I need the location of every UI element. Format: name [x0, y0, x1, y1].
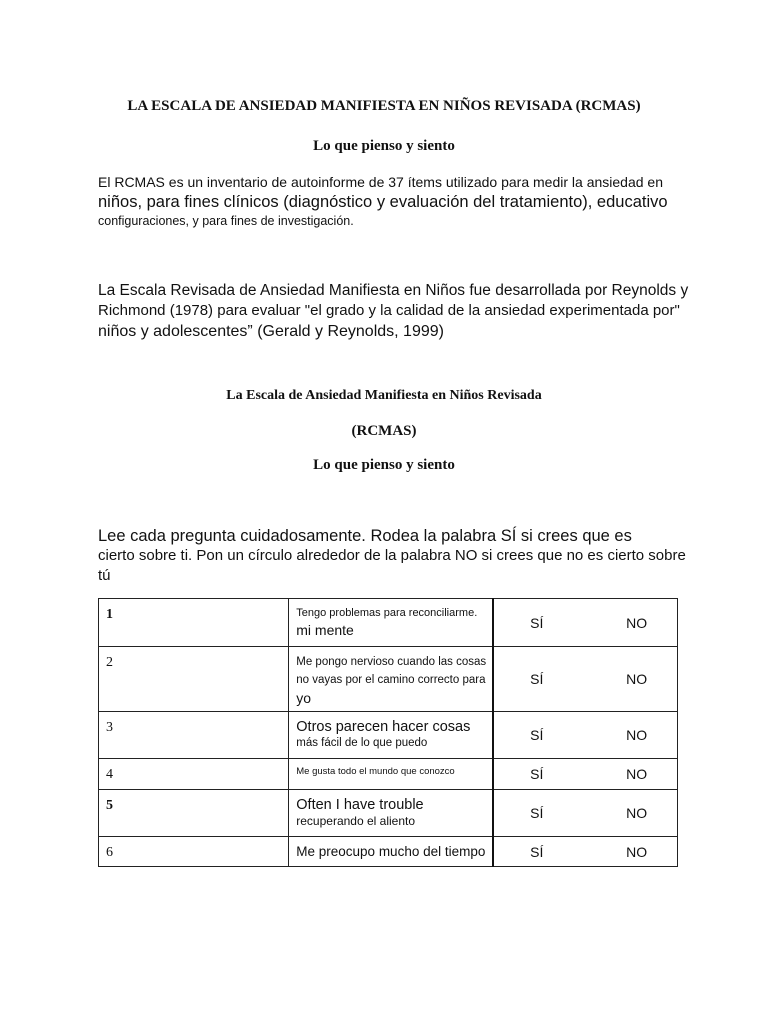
question-cell — [289, 759, 493, 790]
section-subtitle: Lo que pienso y siento — [313, 457, 455, 473]
no-option[interactable]: NO — [626, 671, 648, 687]
question-cell — [289, 837, 493, 867]
answer-cell — [493, 647, 677, 712]
intro-line-3: configuraciones, y para fines de investigación. — [98, 214, 354, 228]
table-row — [99, 712, 678, 759]
no-option[interactable]: NO — [626, 766, 648, 782]
history-line-3: niños y adolescentes” (Gerald y Reynolds, 1999) — [98, 323, 444, 340]
question-cell — [289, 712, 493, 759]
yes-option[interactable]: SÍ — [530, 843, 544, 860]
no-option[interactable]: NO — [626, 805, 648, 821]
instructions-paragraph — [98, 526, 698, 586]
question-cell — [289, 647, 493, 712]
table-row — [99, 599, 678, 647]
row-number: 2 — [99, 647, 289, 712]
section-title: La Escala de Ansiedad Manifiesta en Niños Revisada — [226, 388, 542, 403]
table-row — [99, 647, 678, 712]
row-number: 4 — [99, 759, 289, 790]
yes-option[interactable]: SÍ — [530, 805, 544, 821]
row-number: 1 — [99, 599, 289, 647]
intro-paragraph — [98, 172, 698, 230]
questions-table — [98, 598, 678, 867]
answer-cell — [493, 712, 677, 759]
row-number: 6 — [99, 837, 289, 867]
question-cell — [289, 790, 493, 837]
no-option[interactable]: NO — [626, 727, 648, 743]
no-option[interactable]: NO — [626, 614, 648, 631]
question-text: Tengo problemas para reconciliarme. — [296, 607, 478, 619]
history-line-2: Richmond (1978) para evaluar "el grado y la calidad de la ansiedad experimentada por" — [98, 302, 680, 319]
history-line-1: La Escala Revisada de Ansiedad Manifiesta en Niños fue desarrollada por Reynolds y — [98, 282, 689, 299]
yes-option[interactable]: SÍ — [530, 614, 544, 631]
document-title: LA ESCALA DE ANSIEDAD MANIFIESTA EN NIÑOS REVISADA (RCMAS) — [127, 98, 641, 114]
answer-cell — [493, 759, 677, 790]
table-row — [99, 790, 678, 837]
question-text: Me gusta todo el mundo que conozco — [296, 766, 455, 777]
question-text: Me preocupo mucho del tiempo — [296, 844, 486, 859]
instructions-line-3: tú — [98, 567, 111, 584]
table-row — [99, 837, 678, 867]
answer-cell — [493, 790, 677, 837]
question-text: más fácil de lo que puedo — [296, 737, 428, 749]
history-paragraph — [98, 280, 698, 342]
answer-cell — [493, 837, 677, 867]
yes-option[interactable]: SÍ — [530, 727, 544, 743]
yes-option[interactable]: SÍ — [530, 671, 544, 687]
table-row — [99, 759, 678, 790]
intro-line-2: niños, para fines clínicos (diagnóstico y evaluación del tratamiento), educativo — [98, 193, 668, 211]
document-subtitle: Lo que pienso y siento — [313, 138, 455, 154]
instructions-line-2: cierto sobre ti. Pon un círculo alrededor de la palabra NO si crees que no es cierto sobre — [98, 547, 686, 564]
question-text: yo — [296, 690, 312, 706]
row-number: 3 — [99, 712, 289, 759]
yes-option[interactable]: SÍ — [530, 766, 544, 782]
question-cell — [289, 599, 493, 647]
section-abbrev: (RCMAS) — [351, 423, 417, 439]
no-option[interactable]: NO — [626, 843, 648, 860]
question-text: mi mente — [296, 622, 354, 638]
question-text: Otros parecen hacer cosas — [296, 719, 471, 735]
instructions-line-1: Lee cada pregunta cuidadosamente. Rodea la palabra SÍ si crees que es — [98, 527, 632, 545]
intro-line-1: El RCMAS es un inventario de autoinforme de 37 ítems utilizado para medir la ansiedad en — [98, 174, 663, 190]
question-text: Often I have trouble — [296, 797, 424, 813]
question-text: Me pongo nervioso cuando las cosas — [296, 656, 487, 668]
question-text: recuperando el aliento — [296, 814, 416, 828]
answer-cell — [493, 599, 677, 647]
row-number: 5 — [99, 790, 289, 837]
question-text: no vayas por el camino correcto para — [296, 674, 486, 686]
